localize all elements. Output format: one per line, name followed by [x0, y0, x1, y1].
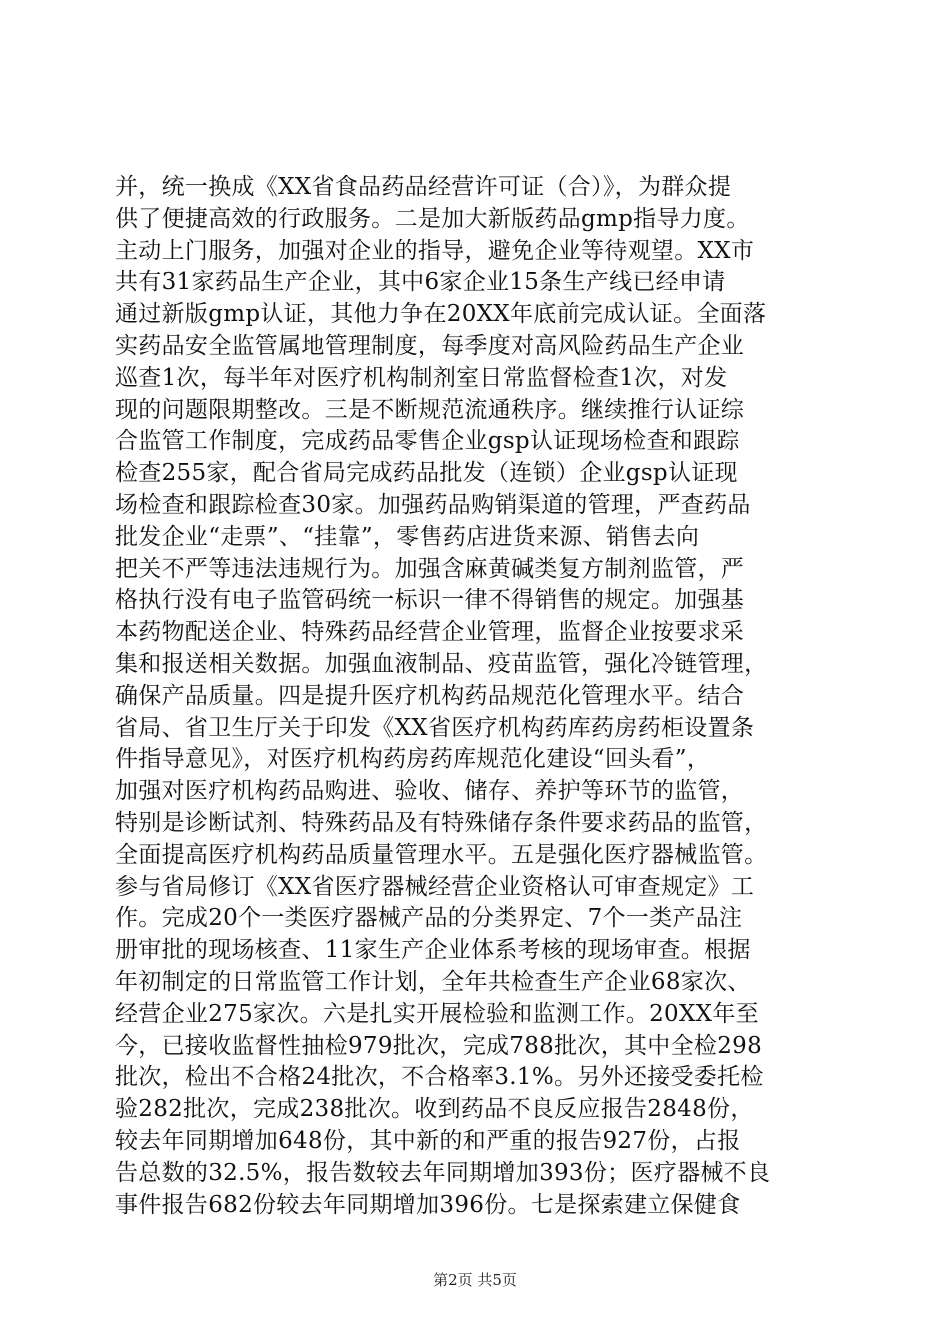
page-footer	[0, 1269, 950, 1290]
text-line: 集和报送相关数据。加强血液制品、疫苗监管，强化冷链管理，	[115, 650, 768, 677]
text-line: 本药物配送企业、特殊药品经营企业管理，监督企业按要求采	[115, 619, 745, 646]
text-line: 批次，检出不合格24批次，不合格率3.1%。另外还接受委托检	[115, 1064, 764, 1091]
text-line: 主动上门服务，加强对企业的指导，避免企业等待观望。XX市	[115, 237, 755, 264]
text-line: 特别是诊断试剂、特殊药品及有特殊储存条件要求药品的监管，	[115, 809, 768, 836]
text-line: 共有31家药品生产企业，其中6家企业15条生产线已经申请	[115, 269, 726, 296]
text-line: 并，统一换成《XX省食品药品经营许可证（合）》，为群众提	[115, 174, 732, 200]
text-line: 供了便捷高效的行政服务。二是加大新版药品gmp指导力度。	[115, 205, 750, 232]
text-line: 经营企业275家次。六是扎实开展检验和监测工作。20XX年至	[115, 1000, 759, 1027]
text-line: 事件报告682份较去年同期增加396份。七是探索建立保健食	[115, 1191, 741, 1218]
text-line: 实药品安全监管属地管理制度，每季度对高风险药品生产企业	[115, 332, 745, 359]
text-line: 巡查1次，每半年对医疗机构制剂室日常监督检查1次，对发	[115, 364, 728, 391]
text-line: 把关不严等违法违规行为。加强含麻黄碱类复方制剂监管，严	[115, 555, 745, 582]
text-line: 较去年同期增加648份，其中新的和严重的报告927份，占报	[115, 1127, 741, 1154]
body-paragraph	[115, 172, 835, 1221]
text-line: 现的问题限期整改。三是不断规范流通秩序。继续推行认证综	[115, 396, 745, 423]
text-line: 件指导意见》，对医疗机构药房药库规范化建设“回头看”，	[115, 746, 711, 773]
text-line: 格执行没有电子监管码统一标识一律不得销售的规定。加强基	[115, 587, 745, 614]
text-line: 册审批的现场核查、11家生产企业体系考核的现场审查。根据	[115, 937, 751, 964]
text-line: 加强对医疗机构药品购进、验收、储存、养护等环节的监管，	[115, 778, 745, 805]
text-line: 省局、省卫生厅关于印发《XX省医疗机构药库药房药柜设置条	[115, 714, 755, 741]
text-line: 参与省局修订《XX省医疗器械经营企业资格认可审查规定》工	[115, 873, 755, 900]
text-line: 年初制定的日常监管工作计划，全年共检查生产企业68家次、	[115, 968, 751, 995]
text-line: 通过新版gmp认证，其他力争在20XX年底前完成认证。全面落	[115, 301, 767, 328]
text-line: 场检查和跟踪检查30家。加强药品购销渠道的管理，严查药品	[115, 491, 751, 518]
text-line: 批发企业“走票”、“挂靠”，零售药店进货来源、销售去向	[115, 523, 700, 550]
text-line: 检查255家，配合省局完成药品批发（连锁）企业gsp认证现	[115, 460, 738, 487]
text-line: 全面提高医疗机构药品质量管理水平。五是强化医疗器械监管。	[115, 841, 768, 868]
text-line: 合监管工作制度，完成药品零售企业gsp认证现场检查和跟踪	[115, 428, 740, 455]
text-line: 作。完成20个一类医疗器械产品的分类界定、7个一类产品注	[115, 905, 743, 932]
text-line: 告总数的32.5%，报告数较去年同期增加393份；医疗器械不良	[115, 1159, 771, 1186]
text-line: 确保产品质量。四是提升医疗机构药品规范化管理水平。结合	[115, 682, 745, 709]
text-line: 今，已接收监督性抽检979批次，完成788批次，其中全检298	[115, 1032, 762, 1059]
text-line: 验282批次，完成238批次。收到药品不良反应报告2848份，	[115, 1096, 754, 1123]
page-number: 第2页 共5页	[433, 1271, 517, 1289]
